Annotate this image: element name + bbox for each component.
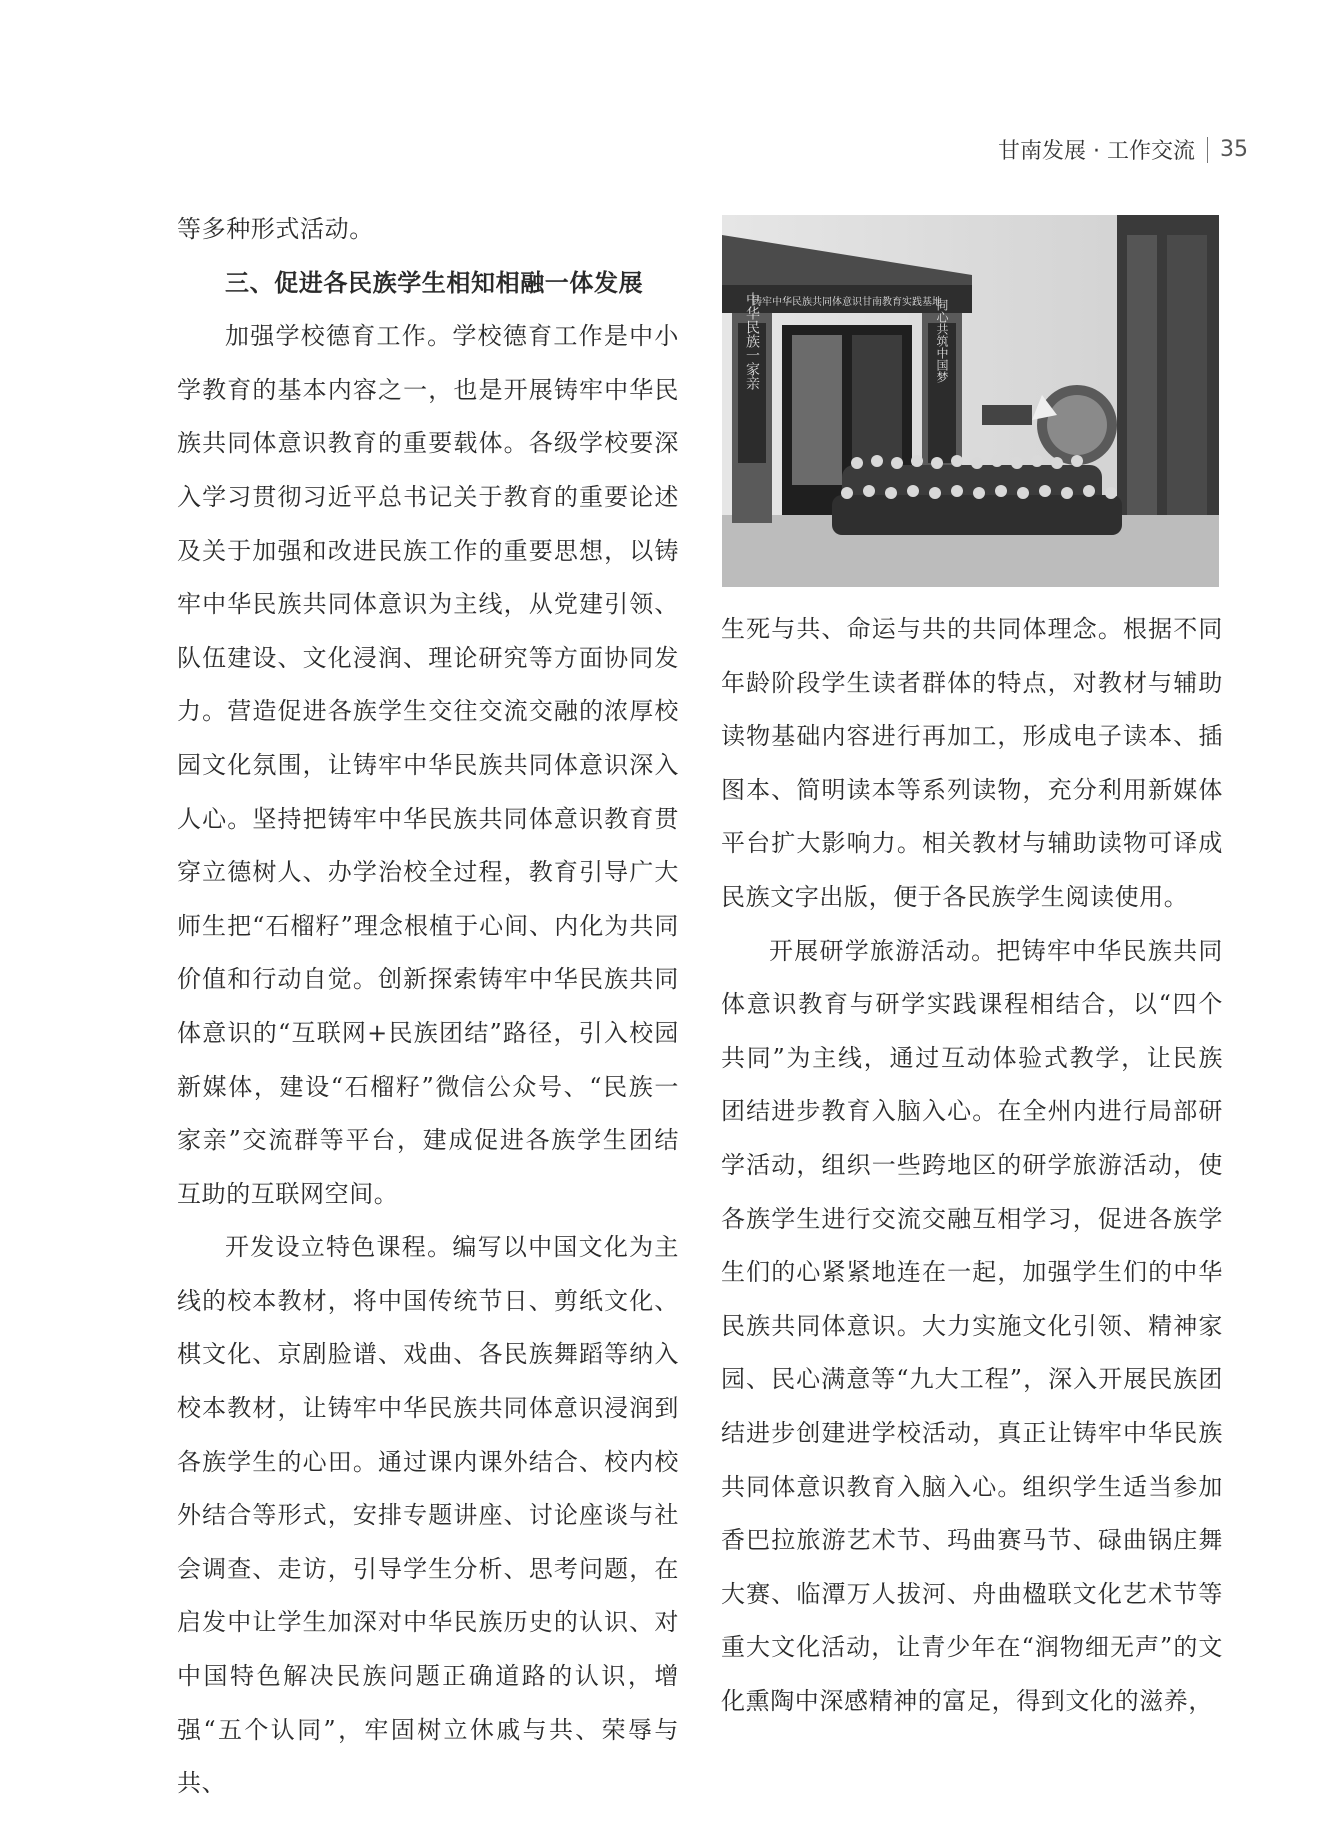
continued-text: 等多种形式活动。 — [177, 215, 374, 243]
paragraph-study-tours: 开展研学旅游活动。把铸牢中华民族共同体意识教育与研学实践课程相结合，以“四个共同”为主线，通过互动体验式教学，让民族团结进步教育入脑入心。在全州内进行局部研学活动，组织一些跨地区的研学旅游活动，使各族学生进行交流交融互相学习，促进各族学生们的心紧紧地连在一起，加强学生们的中华民族共同体意识。大力实施文化引领、精神家园、民心满意等“九大工程”，深入开展民族团结进步创建进学校活动，真正让铸牢中华民族共同体意识教育入脑入心。组织学生适当参加香巴拉旅游艺术节、玛曲赛马节、碌曲锅庄舞大赛、临潭万人拔河、舟曲楹联文化艺术节等重大文化活动，让青少年在“润物细无声”的文化熏陶中深感精神的富足，得到文化的滋养， — [721, 936, 1223, 1715]
header-divider — [1207, 137, 1208, 163]
right-column — [721, 603, 1223, 1728]
left-pillar-text: 中华民族一家亲 — [744, 292, 760, 390]
paragraph-moral-education: 加强学校德育工作。学校德育工作是中小学教育的基本内容之一，也是开展铸牢中华民族共同体意识教育的重要载体。各级学校要深入学习贯彻习近平总书记关于教育的重要论述及关于加强和改进民族工作的重要思想，以铸牢中华民族共同体意识为主线，从党建引领、队伍建设、文化浸润、理论研究等方面协同发力。营造促进各族学生交往交流交融的浓厚校园文化氛围，让铸牢中华民族共同体意识深入人心。坚持把铸牢中华民族共同体意识教育贯穿立德树人、办学治校全过程，教育引导广大师生把“石榴籽”理念根植于心间、内化为共同价值和行动自觉。创新探索铸牢中华民族共同体意识的“互联网+民族团结”路径，引入校园新媒体，建设“石榴籽”微信公众号、“民族一家亲”交流群等平台，建成促进各族学生团结互助的互联网空间。 — [177, 322, 679, 1208]
group-photo — [722, 215, 1219, 587]
running-header — [998, 134, 1248, 165]
section-title: 甘南发展 · 工作交流 — [998, 139, 1195, 164]
right-pillar-text: 同心共筑中国梦 — [935, 299, 949, 383]
continued-text-right: 生死与共、命运与共的共同体理念。根据不同年龄阶段学生读者群体的特点，对教材与辅助读物基础内容进行再加工，形成电子读本、插图本、简明读本等系列读物，充分利用新媒体平台扩大影响力。相关教材与辅助读物可译成民族文字出版，便于各民族学生阅读使用。 — [721, 615, 1223, 911]
page-number: 35 — [1220, 137, 1248, 162]
section-heading: 三、促进各民族学生相知相融一体发展 — [225, 268, 644, 297]
paragraph-special-courses: 开发设立特色课程。编写以中国文化为主线的校本教材，将中国传统节日、剪纸文化、棋文化、京剧脸谱、戏曲、各民族舞蹈等纳入校本教材，让铸牢中华民族共同体意识浸润到各族学生的心田。通过课内课外结合、校内校外结合等形式，安排专题讲座、讨论座谈与社会调查、走访，引导学生分析、思考问题，在启发中让学生加深对中华民族历史的认识、对中国特色解决民族问题正确道路的认识，增强“五个认同”，牢固树立休戚与共、荣辱与共、 — [177, 1233, 679, 1798]
left-column — [177, 203, 679, 1811]
gate-banner-text: 铸牢中华民族共同体意识甘南教育实践基地 — [752, 297, 942, 308]
